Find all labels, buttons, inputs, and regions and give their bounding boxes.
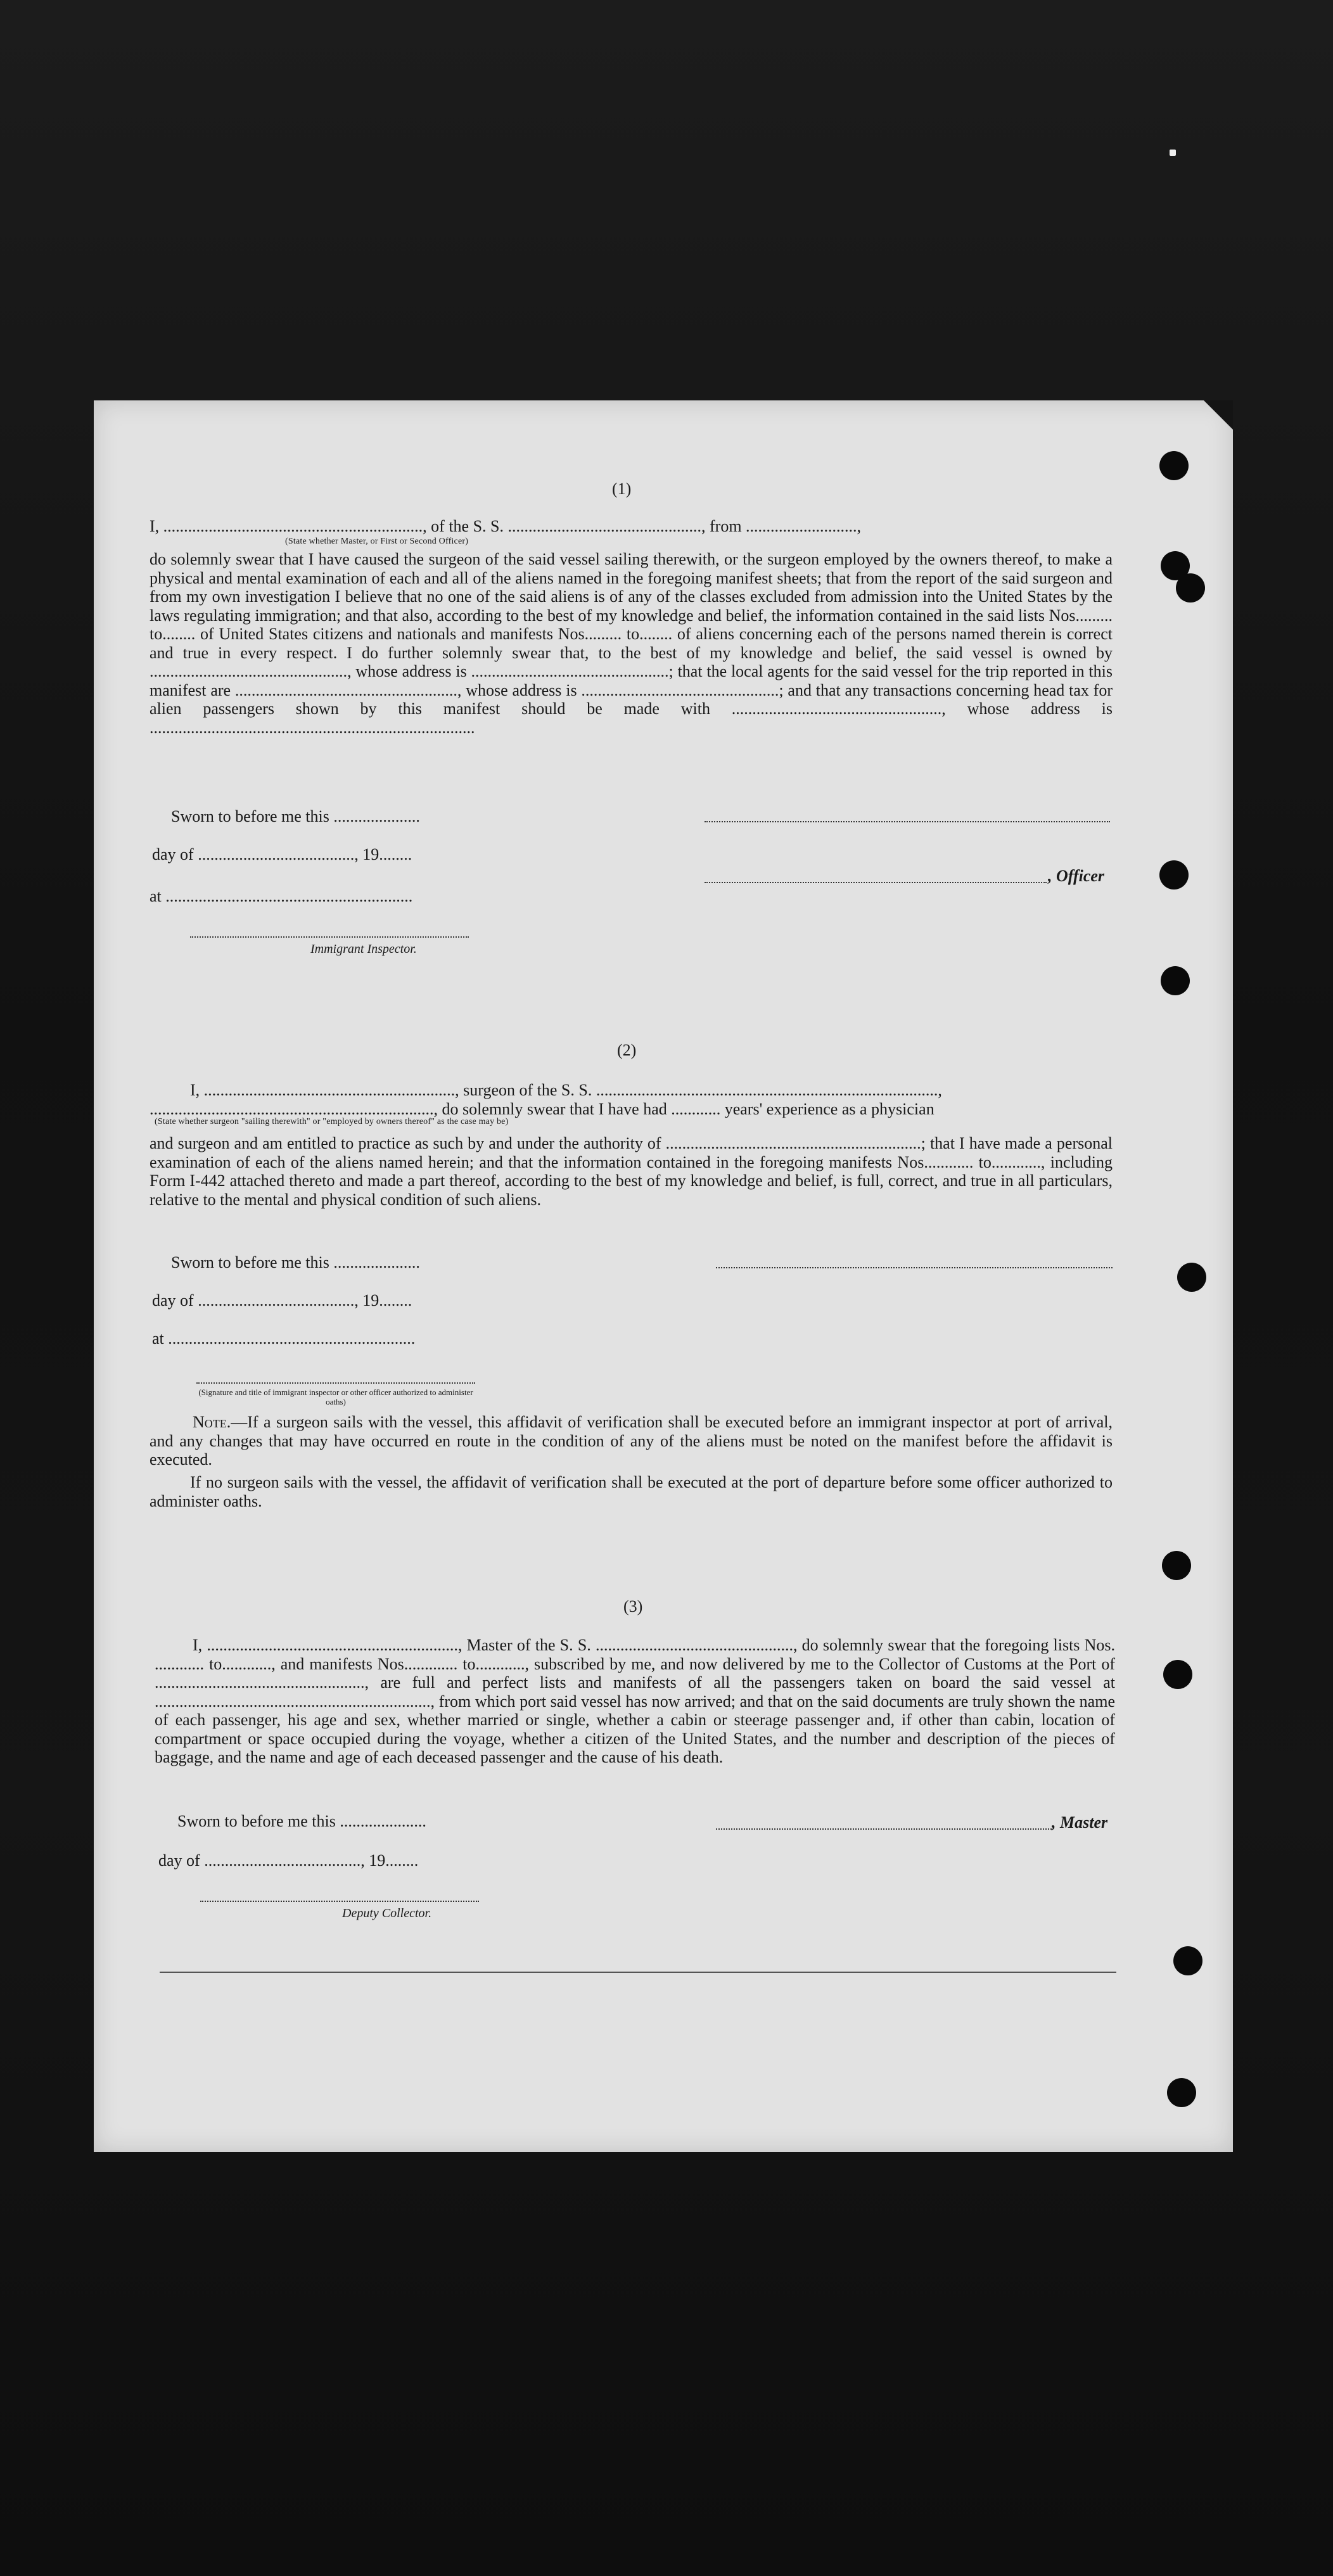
- section-3-collector-line: [200, 1901, 479, 1902]
- section-2-note-2: If no surgeon sails with the vessel, the affidavit of verification shall be executed at the port of departure before some officer authorized to administer oaths.: [150, 1473, 1113, 1510]
- section-1-number: (1): [612, 480, 632, 498]
- section-1-sworn: Sworn to before me this .....................: [171, 807, 420, 826]
- punch-hole: [1159, 451, 1189, 480]
- punch-hole: [1173, 1946, 1202, 1975]
- section-1-day: day of ......................................, 19........: [152, 845, 412, 864]
- section-1-signature-line: [705, 821, 1110, 822]
- section-2-line-2-subcaption: (State whether surgeon "sailing therewith" or "employed by owners thereof" as the case may be): [155, 1117, 509, 1126]
- section-2-body: and surgeon and am entitled to practice as such by and under the authority of ..............................................................; that I have made a personal examination of each of the aliens named herein; and that the information contained in the foregoing manifests Nos............ to............, including Form I-442 attached thereto and made a part thereof, according to the best of my knowledge and belief, is full, correct, and true in all particulars, relative to the mental and physical condition of such aliens.: [150, 1134, 1113, 1209]
- section-3-master-line: [716, 1828, 1052, 1830]
- punch-hole: [1162, 1551, 1191, 1580]
- punch-hole: [1161, 966, 1190, 995]
- section-3-day: day of ......................................, 19........: [158, 1851, 419, 1870]
- section-1-oath-subcaption: (State whether Master, or First or Second Officer): [285, 537, 469, 546]
- section-3-collector-caption: Deputy Collector.: [342, 1906, 432, 1920]
- section-2-signature-caption: (Signature and title of immigrant inspector or other officer authorized to administer oaths): [198, 1387, 473, 1406]
- punch-hole: [1167, 2078, 1196, 2107]
- section-1-oath-line: I, ..............................................................., of the S. S. ..............................................., from ...........................,: [150, 517, 862, 535]
- section-3-master-label: , Master: [1052, 1813, 1108, 1832]
- punch-hole: [1163, 1660, 1192, 1689]
- section-2-sworn: Sworn to before me this .....................: [171, 1253, 420, 1272]
- bottom-rule: [160, 1972, 1116, 1973]
- section-3-sworn: Sworn to before me this .....................: [177, 1812, 426, 1830]
- section-2-inspector-line: [196, 1382, 475, 1384]
- punch-hole: [1177, 1263, 1206, 1292]
- section-2-number: (2): [617, 1041, 637, 1059]
- section-2-line-1: I, ............................................................., surgeon of the S. S. ...................................................................................,: [190, 1081, 942, 1099]
- note-text: —If a surgeon sails with the vessel, this affidavit of verification shall be executed before an immigrant inspector at port of arrival, and any changes that may have occurred en route in the condition of any of the aliens must be noted on the manifest before the affidavit is executed.: [150, 1413, 1113, 1469]
- scan-speck: [1170, 150, 1176, 156]
- section-1-inspector-caption: Immigrant Inspector.: [310, 942, 417, 956]
- section-2-note: [150, 1413, 1113, 1469]
- section-2-signature-line: [716, 1267, 1113, 1268]
- punch-hole: [1159, 860, 1189, 889]
- section-2-line-2: ....................................................................., do solemnly swear that I have had ............ years' experience as a physician: [150, 1100, 934, 1118]
- folded-corner: [1204, 400, 1233, 430]
- section-1-body: do solemnly swear that I have caused the surgeon of the said vessel sailing therewith, or the surgeon employed by the owners thereof, to make a physical and mental examination of each and all of the aliens named in the foregoing manifest sheets; that from the report of the said surgeon and from my own investigation I believe that no one of the said aliens is of any of the classes excluded from admission into the United States by the laws regulating immigration; and that also, according to the best of my knowledge and belief, the information contained in the said lists Nos......... to........ of United States citizens and nationals and manifests Nos......... to........ of aliens concerning each of the persons named therein is correct and true in every respect. I do further solemnly swear that, to the best of my knowledge and belief, the said vessel is owned by ................................................, whose address is ................................................; that the local agents for the said vessel for the trip reported in this manifest are ......................................................, whose address is ................................................; and that any transactions concerning head tax for alien passengers shown by this manifest should be made with ..................................................., whose address is ...............................................................................: [150, 550, 1113, 737]
- section-1-officer-label: , Officer: [1048, 867, 1105, 885]
- section-1-at: at ............................................................: [150, 887, 413, 905]
- section-2-day: day of ......................................, 19........: [152, 1291, 412, 1310]
- section-1-inspector-line: [190, 936, 469, 938]
- section-3-number: (3): [623, 1597, 643, 1616]
- section-2-at: at ............................................................: [152, 1329, 416, 1348]
- punch-hole: [1176, 573, 1205, 603]
- note-label: Note.: [193, 1413, 231, 1431]
- section-3-body: I, ............................................................., Master of the S. S. ................................................, do solemnly swear that the foregoing lists Nos. ............ to............, and manifests Nos............. to............, subscribed by me, and now delivered by me to the Collector of Customs at the Port of ..................................................., are full and perfect lists and manifests of all the passengers taken on board the said vessel at ..................................................................., from which port said vessel has now arrived; and that on the said documents are truly shown the name of each passenger, his age and sex, whether married or single, whether a cabin or steerage passenger and, if other than cabin, location of compartment or space occupied during the voyage, whether a citizen of the United States, and the number and description of the pieces of baggage, and the name and age of each deceased passenger and the cause of his death.: [155, 1636, 1115, 1766]
- section-1-officer-line: [705, 882, 1047, 883]
